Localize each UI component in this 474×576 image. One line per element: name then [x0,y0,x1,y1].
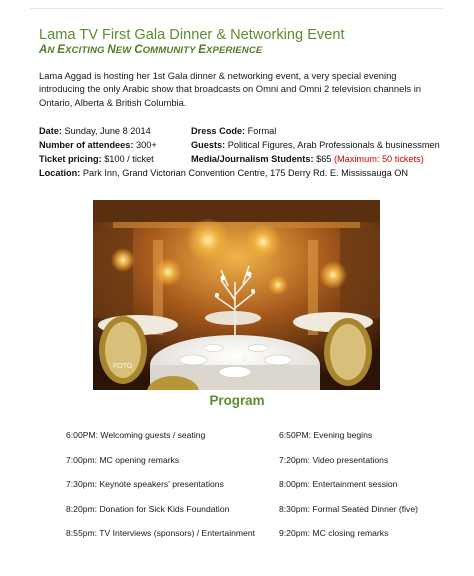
page-title: Lama TV First Gala Dinner & Networking Event [39,27,345,43]
program-item: 7:20pm: Video presentations [279,454,389,465]
program-item: 6:00PM: Welcoming guests / seating [66,430,206,440]
dress-label: Dress Code: [191,126,246,136]
program-item: 7:30pm: Keynote speakers' presentations [66,479,224,489]
details-row-3 [39,152,449,166]
details-row-4 [39,166,449,180]
program-item: 8:20pm: Donation for Sick Kids Foundation [66,503,230,514]
photo-watermark: FOTO [113,363,133,370]
attendees-label: Number of attendees: [39,140,134,150]
location-label: Location: [39,168,81,178]
program-item: 8:00pm: Entertainment session [279,479,398,489]
program-item: 9:20pm: MC closing remarks [279,528,389,538]
program-item: 6:50PM: Evening begins [279,430,373,440]
intro-paragraph: Lama Aggad is hosting her 1st Gala dinner & networking event, a very special evening introducing the only Arabic show that broadcasts on Omni and Omni 2 television channels in Ontario, Alberta & British Columbia. [39,70,421,108]
top-divider [30,8,444,9]
subtitle-text: AN EXCITING NEW COMMUNITY EXPERIENCE [39,44,263,56]
guests-label: Guests: [191,140,226,150]
dress-code [191,124,276,138]
guests [191,138,440,152]
guests-value: Political Figures, Arab Professionals & businessmen [225,140,440,150]
ballroom-illustration [93,200,380,390]
details-row-2 [39,138,449,152]
ticket-label: Ticket pricing: [39,154,102,164]
details-row-1 [39,124,449,138]
program-heading: Program [209,393,265,408]
program-list-right [279,430,418,553]
page-subtitle [39,44,262,56]
ticket-value: $100 / ticket [101,154,154,164]
media-pricing [191,152,424,166]
program-list-left [66,430,255,553]
program-item: 7:00pm: MC opening remarks [66,454,180,465]
program-item: 8:55pm: TV Interviews (sponsors) / Entertainment [66,528,255,538]
program-item: 8:30pm: Formal Seated Dinner (five) [279,503,418,514]
media-maximum: (Maximum: 50 tickets) [333,154,424,164]
date-label: Date: [39,126,62,136]
ballroom-photo [93,200,380,390]
attendees-value: 300+ [133,140,157,150]
location-value: Park Inn, Grand Victorian Convention Centre, 175 Derry Rd. E. Mississauga ON [80,168,409,178]
media-value: $65 [313,154,334,164]
date-value: Sunday, June 8 2014 [61,126,151,136]
media-label: Media/Journalism Students: [191,154,314,164]
event-details [39,124,449,180]
dress-value: Formal [245,126,277,136]
